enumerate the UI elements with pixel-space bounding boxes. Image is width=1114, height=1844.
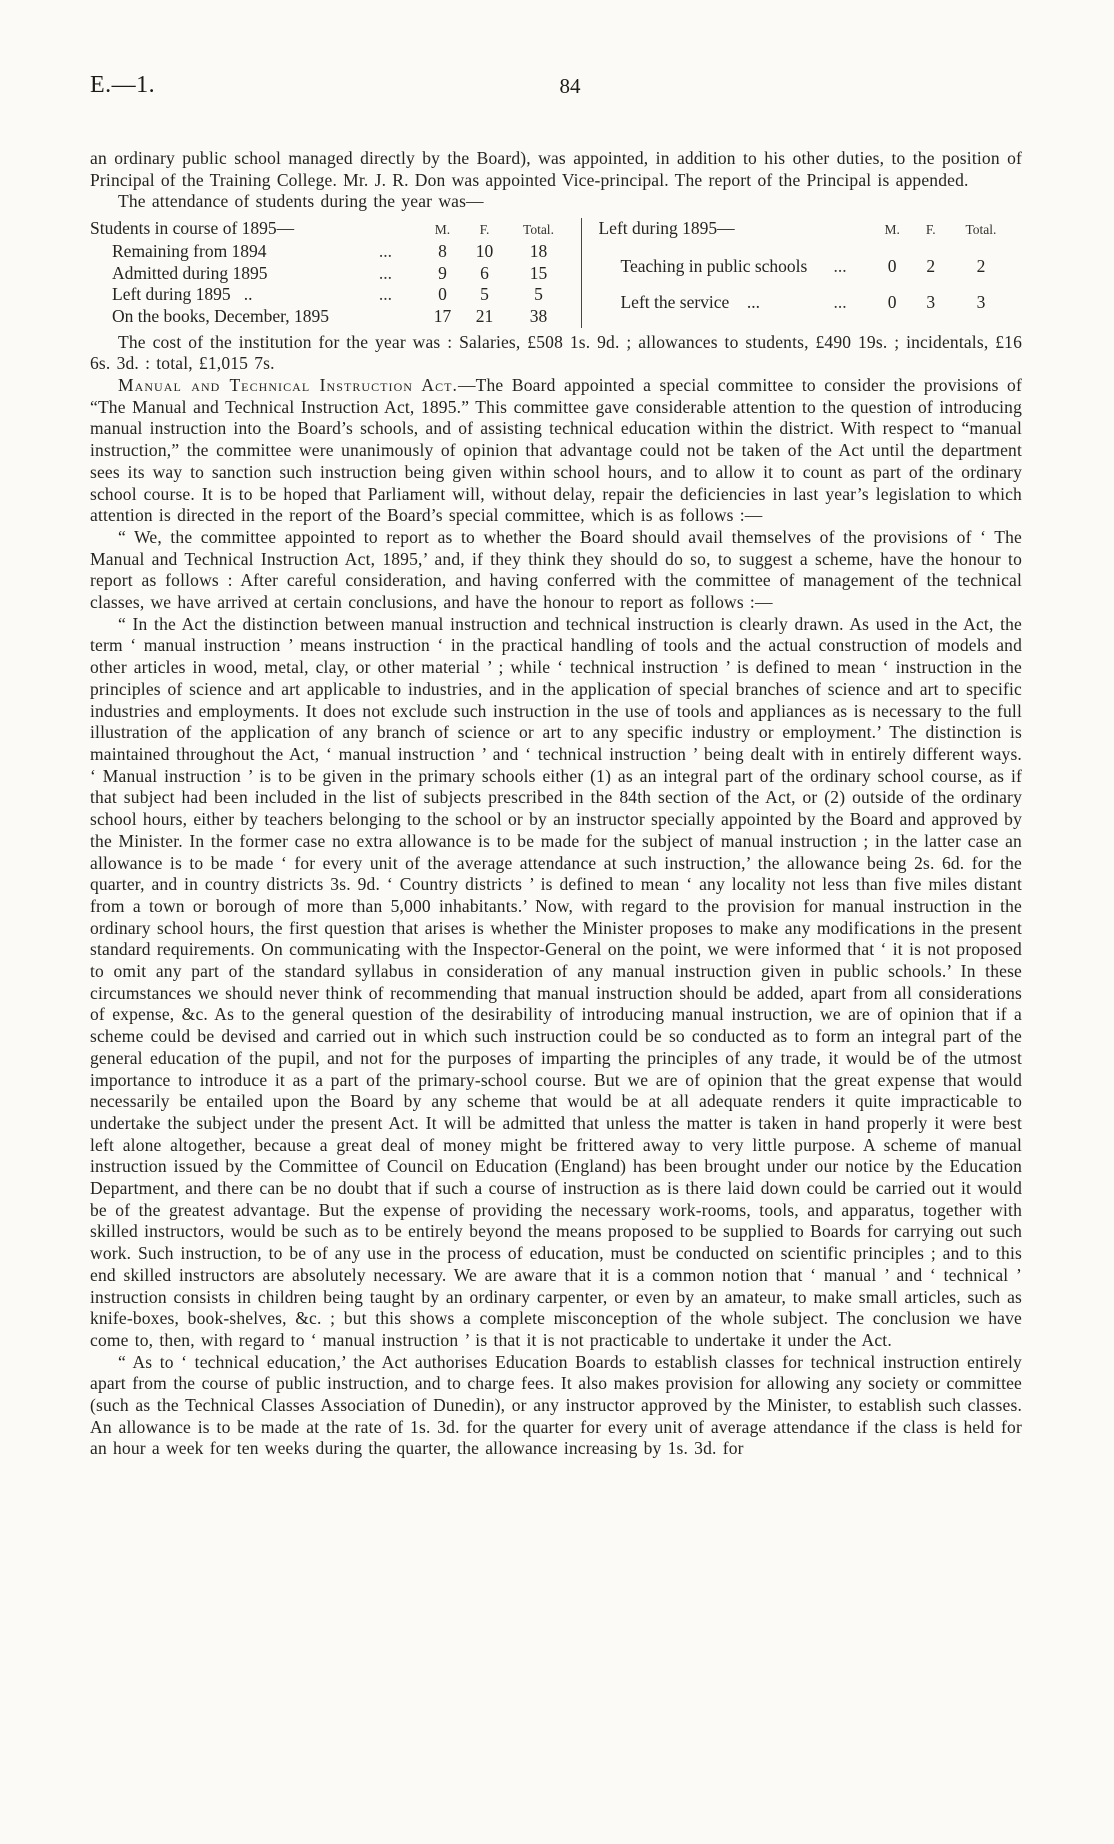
leader-dots: ... (378, 262, 393, 283)
cell-f: 6 (480, 262, 489, 283)
column-header-f: F. (479, 222, 490, 238)
page-number: 84 (559, 74, 581, 98)
cell-total: 15 (529, 262, 548, 283)
paragraph-attendance-intro: The attendance of students during the year was— (118, 191, 484, 212)
row-label: Admitted during 1895 (112, 262, 268, 283)
cell-total: 2 (976, 255, 986, 276)
column-header-f: F. (925, 222, 936, 238)
cell-m: 0 (887, 291, 897, 312)
cell-total: 18 (529, 240, 548, 261)
paragraph-committee-report: “ We, the committee appointed to report as to whether the Board should avail themselves of the provisions of ‘ The Manual and Technical Instruction Act, 1895,’ and, if they think they should do so, to suggest a scheme, have the honour to report as follows : After careful consideration, and having conferred with the committee of management of the technical classes, we have arrived at certain conclusions, and have the honour to report as follows :— (90, 526, 1022, 613)
paragraph-act-distinction: “ In the Act the distinction between manual instruction and technical instruction is clearly drawn. As used in the Act, the term ‘ manual instruction ’ means instruction ‘ in the practical handling of tools and the actual construction of models and other articles in wood, metal, clay, or other material ’ ; while ‘ technical instruction ’ is defined to mean ‘ instruction in the principles of science and art applicable to industries, and in the application of special branches of science and art to specific industries and employments. It does not exclude such instruction in the use of tools and appliances as is necessary to the full illustration of the application of any branch of science or art to any specific industry or employment.’ The distinction is maintained throughout the Act, ‘ manual instruction ’ and ‘ technical instruction ’ being dealt with in entirely different ways. ‘ Manual instruction ’ is to be given in the primary schools either (1) as an integral part of the ordinary school course, as if that subject had been included in the list of subjects prescribed in the 84th section of the Act, or (2) outside of the ordinary school hours, either by teachers belonging to the school or by an instructor specially appointed by the Board and approved by the Minister. In the former case no extra allowance is to be made for the subject of manual instruction ; in the latter case an allowance is to be made ‘ for every unit of the average attendance at such instruction,’ the allowance being 2s. 6d. for the quarter, and in country districts 3s. 9d. ‘ Country districts ’ is defined to mean ‘ any locality not less than five miles distant from a town or borough of more than 5,000 inhabitants.’ Now, with regard to the provision for manual instruction in the ordinary school hours, the first question that arises is whether the Minister proposes to make any modifications in the present standard requirements. On communicating with the Inspector-General on the point, we were informed that ‘ it is not proposed to omit any part of the standard syllabus in consideration of any manual instruction given in public schools.’ In these circumstances we should never think of recommending that manual instruction should be added, apart from all considerations of expense, &c. As to the general question of the desirability of introducing manual instruction, we are of opinion that if a scheme could be devised and carried out in which such instruction could be so conducted as to form an integral part of the general education of the pupil, and not for the purposes of imparting the principles of any trade, it would be of the utmost importance to introduce it as a part of the primary-school course. But we are of opinion that the great expense that would necessarily be entailed upon the Board by any scheme that would be at all adequate renders it quite impracticable to undertake the subject under the present Act. It will be admitted that unless the matter is taken in hand properly it were best left alone altogether, because a great deal of money might be frittered away to very little purpose. A scheme of manual instruction issued by the Committee of Council on Education (England) has been brought under our notice by the Education Department, and there can be no doubt that if such a course of instruction as is there laid down could be carried out it would be of the greatest advantage. But the expense of providing the necessary work-rooms, tools, and apparatus, together with skilled instructors, would be such as to be entirely beyond the means proposed to be supplied to Boards for carrying out such work. Such instruction, to be of any use in the process of education, must be conducted on scientific principles ; and to this end skilled instructors are absolutely necessary. We are aware that it is a common notion that ‘ manual ’ and ‘ technical ’ instruction consists in children being taught by an ordinary carpenter, or even by an amateur, to make small articles, such as knife-boxes, book-shelves, &c. ; but this shows a complete misconception of the whole subject. The conclusion we have come to, then, with regard to ‘ manual instruction ’ is that it is not practicable to undertake it under the Act. (90, 613, 1022, 1350)
table-row (90, 306, 582, 328)
row-label: On the books, December, 1895 (112, 305, 330, 326)
cell-total: 3 (976, 291, 986, 312)
table-row (90, 284, 582, 306)
column-header-total: Total. (965, 222, 997, 238)
leader-dots: ... (833, 255, 847, 276)
column-header-m: M. (884, 222, 900, 238)
act-body-text: —The Board appointed a special committee to consider the provisions of “The Manual and Technical Instruction Act, 1895.” This committee gave considerable attention to the question of introducing manual instruction into the Board’s schools, and of assisting technical education within the district. With respect to “manual instruction,” the committee were unanimously of opinion that advantage could not be taken of the Act until the department sees its way to sanction such instruction being given within school hours, and to allow it to count as part of the ordinary school course. It is to be hoped that Parliament will, without delay, repair the deficiencies in last year’s legislation to which attention is directed in the report of the Board’s special committee, which is as follows :— (90, 375, 1022, 526)
table-row (90, 241, 582, 263)
table-header-row (598, 218, 1022, 256)
paragraph-cost: The cost of the institution for the year was : Salaries, £508 1s. 9d. ; allowances to students, £490 19s. ; incidentals, £16 6s. 3d. : total, £1,015 7s. (90, 331, 1022, 374)
cell-f: 21 (475, 305, 494, 326)
leader-dots (349, 306, 421, 328)
table-row (598, 292, 1022, 328)
cell-f: 5 (480, 284, 489, 305)
column-header-m: M. (434, 222, 451, 238)
leader-dots: ... (378, 240, 393, 261)
paragraph-technical-education: “ As to ‘ technical education,’ the Act authorises Education Boards to establish classes for technical instruction entirely apart from the course of public instruction, and to charge fees. It also makes provision for allowing any society or committee (such as the Technical Classes Association of Dunedin), or any instructor approved by the Minister, to establish such classes. An allowance is to be made at the rate of 1s. 3d. for the quarter for every unit of average attendance if the class is held for an hour a week for ten weeks during the quarter, the allowance increasing by 1s. 3d. for (90, 1351, 1022, 1459)
paragraph-continuation: an ordinary public school managed directly by the Board), was appointed, in addition to his other duties, to the position of Principal of the Training College. Mr. J. R. Don was appointed Vice-principal. The report of the Principal is appended. (90, 148, 1022, 190)
cell-total: 38 (529, 305, 548, 326)
text-column (90, 148, 1022, 1460)
cell-m: 17 (433, 305, 452, 326)
attendance-table-left (90, 218, 582, 328)
doc-reference: E.—1. (90, 72, 156, 98)
attendance-table-right (598, 218, 1022, 328)
cell-f: 2 (926, 255, 936, 276)
row-label: Teaching in public schools (620, 255, 808, 276)
attendance-table (90, 218, 1022, 328)
leader-dots: ... (378, 284, 393, 305)
page-header (90, 72, 1022, 102)
act-heading: Manual and Technical Instruction Act. (118, 375, 458, 396)
table-title: Students in course of 1895— (90, 218, 295, 239)
cell-f: 10 (475, 240, 494, 261)
table-row (90, 263, 582, 285)
cell-m: 8 (438, 240, 447, 261)
column-header-total: Total. (523, 222, 554, 238)
cell-m: 9 (438, 262, 447, 283)
table-row (598, 256, 1022, 292)
paragraph-manual-act (90, 375, 1022, 527)
cell-f: 3 (926, 291, 936, 312)
row-label: Left during 1895 .. (112, 284, 253, 305)
table-header-row (90, 218, 582, 241)
cell-total: 5 (534, 284, 543, 305)
table-title: Left during 1895— (598, 218, 735, 239)
row-label: Remaining from 1894 (112, 240, 267, 261)
cell-m: 0 (438, 284, 447, 305)
cell-m: 0 (887, 255, 897, 276)
leader-dots: ... (833, 291, 847, 312)
row-label: Left the service ... (620, 291, 760, 312)
